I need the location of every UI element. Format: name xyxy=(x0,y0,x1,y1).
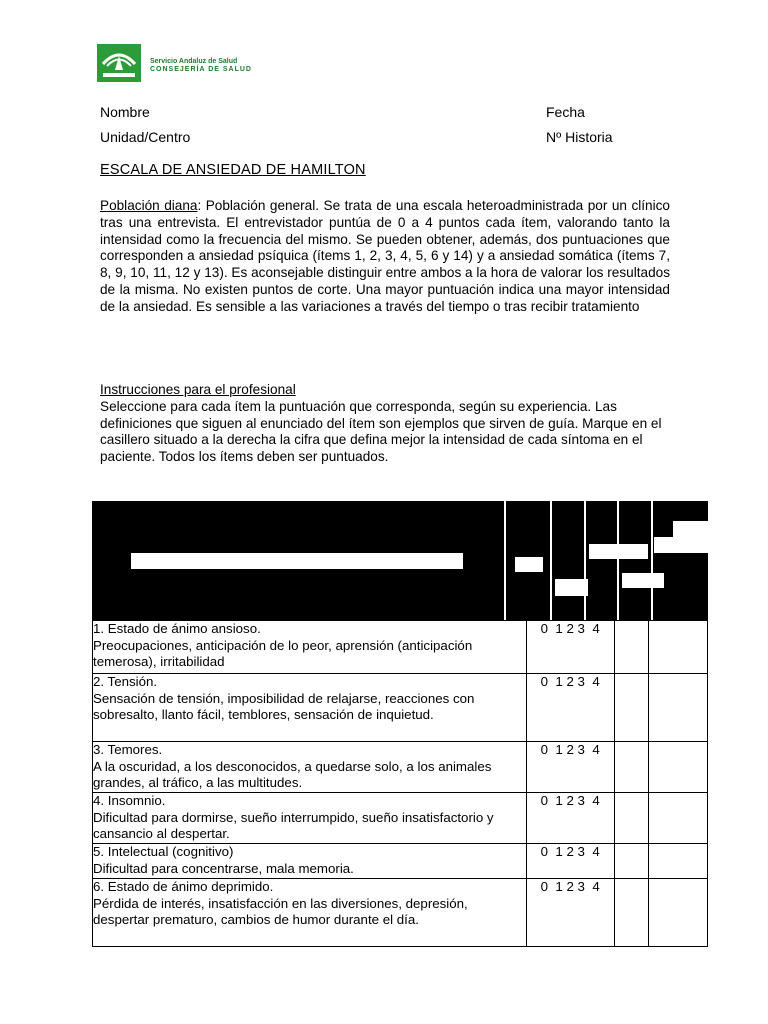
fecha-label: Fecha xyxy=(546,104,585,120)
score-box[interactable] xyxy=(648,742,707,793)
score-options[interactable] xyxy=(526,621,614,674)
logo-emblem-icon xyxy=(97,44,141,82)
item-cell xyxy=(93,674,527,742)
poblacion-text: : Población general. Se trata de una escala heteroadministrada por un clínico tras una entrevista. El entrevistador puntúa de 0 a 4 puntos cada ítem, valorando tanto la intensidad como la frecuencia del mismo. Se pueden obtener, además, dos puntuaciones que corresponden a ansiedad psíquica (ítems 1, 2, 3, 4, 5, 6 y 14) y a ansiedad somática (ítems 7, 8, 9, 10, 11, 12 y 13). Es aconsejable distinguir entre ambos a la hora de valorar los resultados de la misma. No existen puntos de corte. Una mayor puntuación indica una mayor intensidad de la ansiedad. Es sensible a las variaciones a través del tiempo o tras recibir tratamiento xyxy=(100,198,670,314)
score-box[interactable] xyxy=(614,742,648,793)
instrucciones-text: Seleccione para cada ítem la puntuación que corresponda, según su experiencia. Las definiciones que siguen al enunciado del ítem son ejemplos que sirven de guía. Marque en el casillero situado a la derecha la cifra que defina mejor la intensidad de cada síntoma en el paciente. Todos los ítems deben ser puntuados. xyxy=(100,398,662,465)
header-divider xyxy=(617,501,619,620)
header-divider xyxy=(651,501,653,620)
header-bar xyxy=(131,553,463,569)
item-cell xyxy=(93,742,527,793)
poblacion-label: Población diana xyxy=(100,198,198,213)
item-cell xyxy=(93,879,527,947)
table-row xyxy=(93,793,708,844)
score-options[interactable] xyxy=(526,844,614,879)
score-box[interactable] xyxy=(648,674,707,742)
logo-line-2: CONSEJERÍA DE SALUD xyxy=(150,66,252,73)
historia-label: Nº Historia xyxy=(546,129,613,145)
item-title: 5. Intelectual (cognitivo) xyxy=(93,844,234,859)
header-divider xyxy=(584,501,586,620)
item-description: Dificultad para concentrarse, mala memoria. xyxy=(93,860,354,876)
instrucciones-heading: Instrucciones para el profesional xyxy=(100,382,296,397)
score-scale: 0 1 2 3 4 xyxy=(540,793,600,808)
header-bar xyxy=(622,573,664,588)
score-box[interactable] xyxy=(648,621,707,674)
table-row xyxy=(93,742,708,793)
item-description: A la oscuridad, a los desconocidos, a quedarse solo, a los animales grandes, al tráfico, a las multitudes. xyxy=(93,758,492,791)
score-box[interactable] xyxy=(648,844,707,879)
item-description: Preocupaciones, anticipación de lo peor, aprensión (anticipación temerosa), irritabilidad xyxy=(93,637,473,670)
header-divider xyxy=(550,501,552,620)
score-box[interactable] xyxy=(648,793,707,844)
score-scale: 0 1 2 3 4 xyxy=(540,621,600,636)
score-box[interactable] xyxy=(614,879,648,947)
item-description: Dificultad para dormirse, sueño interrumpido, sueño insatisfactorio y cansancio al despertar. xyxy=(93,809,494,842)
table-row xyxy=(93,674,708,742)
items-table xyxy=(92,620,708,947)
score-box[interactable] xyxy=(614,621,648,674)
score-options[interactable] xyxy=(526,793,614,844)
table-row xyxy=(93,621,708,674)
item-cell xyxy=(93,621,527,674)
item-title: 6. Estado de ánimo deprimido. xyxy=(93,879,274,894)
score-scale: 0 1 2 3 4 xyxy=(540,674,600,689)
score-options[interactable] xyxy=(526,674,614,742)
item-description: Pérdida de interés, insatisfacción en las diversiones, depresión, despertar prematuro, cambios de humor durante el día. xyxy=(93,895,468,928)
table-row xyxy=(93,844,708,879)
header-bar xyxy=(654,537,708,553)
item-title: 3. Temores. xyxy=(93,742,163,757)
score-box[interactable] xyxy=(614,844,648,879)
unidad-centro-label: Unidad/Centro xyxy=(100,129,191,145)
header-divider xyxy=(504,501,506,620)
score-box[interactable] xyxy=(614,674,648,742)
table-row xyxy=(93,879,708,947)
item-description: Sensación de tensión, imposibilidad de relajarse, reacciones con sobresalto, llanto fácil, temblores, sensación de inquietud. xyxy=(93,690,475,723)
item-cell xyxy=(93,793,527,844)
table-header-block xyxy=(92,501,708,620)
item-cell xyxy=(93,844,527,879)
poblacion-paragraph xyxy=(100,198,670,316)
page-title: ESCALA DE ANSIEDAD DE HAMILTON xyxy=(100,162,366,178)
item-title: 2. Tensión. xyxy=(93,674,158,689)
logo-text xyxy=(150,58,252,74)
header-bar xyxy=(673,521,708,537)
header-bar xyxy=(515,557,543,572)
item-title: 4. Insomnio. xyxy=(93,793,166,808)
score-box[interactable] xyxy=(614,793,648,844)
score-options[interactable] xyxy=(526,742,614,793)
logo-line-1: Servicio Andaluz de Salud xyxy=(150,58,238,65)
score-box[interactable] xyxy=(648,879,707,947)
nombre-label: Nombre xyxy=(100,104,150,120)
score-options[interactable] xyxy=(526,879,614,947)
junta-logo xyxy=(97,44,141,82)
item-title: 1. Estado de ánimo ansioso. xyxy=(93,621,261,636)
score-scale: 0 1 2 3 4 xyxy=(540,879,600,894)
score-scale: 0 1 2 3 4 xyxy=(540,742,600,757)
instrucciones-section xyxy=(100,382,670,466)
score-scale: 0 1 2 3 4 xyxy=(540,844,600,859)
